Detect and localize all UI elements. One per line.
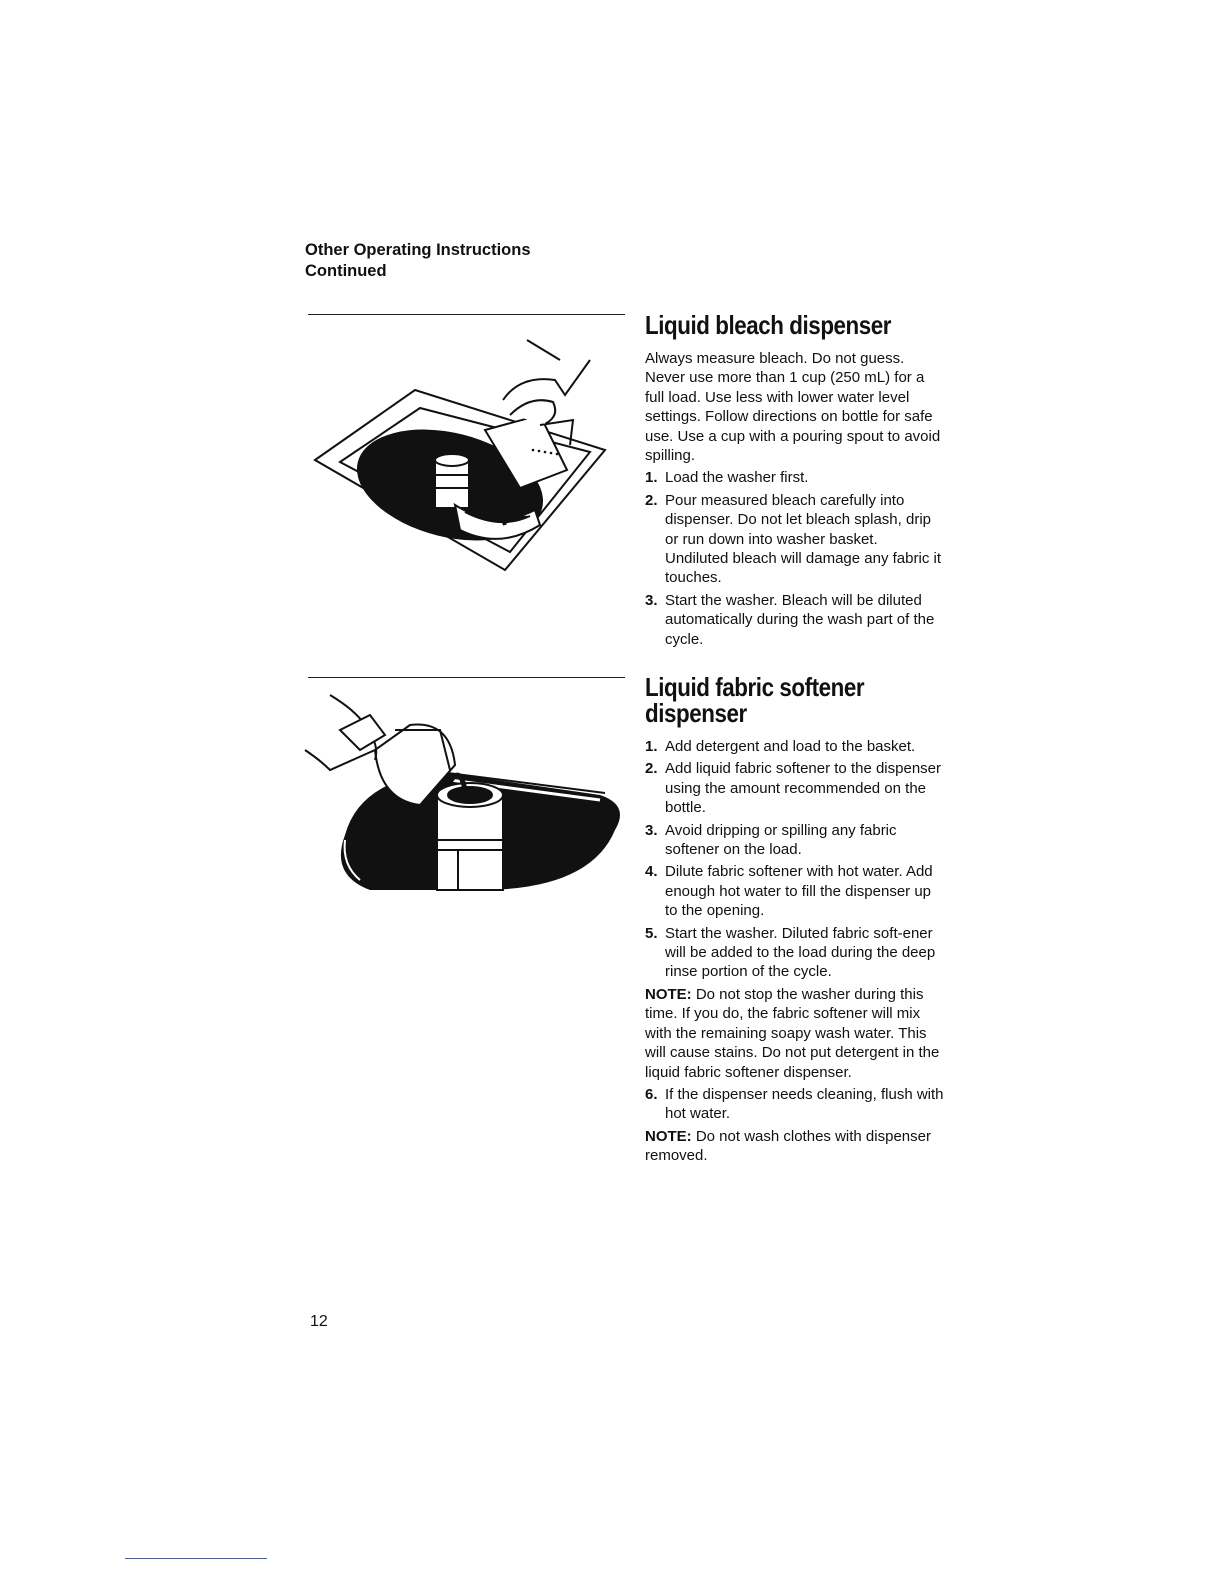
step-text: Add detergent and load to the basket.	[665, 738, 916, 755]
softener-steps	[645, 737, 945, 982]
step-text: Dilute fabric softener with hot water. Add enough hot water to fill the dispenser up to the opening.	[665, 863, 933, 920]
step-text: Load the washer first.	[665, 469, 809, 487]
step-number: 6.	[645, 1085, 658, 1103]
softener-title-line2: dispenser	[645, 698, 747, 728]
step-text: Pour measured bleach carefully into dispenser. Do not let bleach splash, drip or run down into washer basket. Undiluted bleach will damage any fabric it touches.	[665, 491, 941, 587]
step-number: 1.	[645, 738, 658, 755]
softener-title-line1: Liquid fabric softener	[645, 672, 865, 702]
bleach-steps	[645, 468, 945, 649]
softener-section-title	[645, 674, 937, 726]
step-number: 2.	[645, 760, 658, 778]
bleach-section	[645, 312, 945, 652]
section-divider	[308, 314, 625, 315]
step-number: 3.	[645, 591, 658, 609]
softener-section	[645, 674, 945, 1169]
list-item	[645, 862, 945, 920]
header-title: Other Operating Instructions	[305, 241, 531, 259]
step-text: Avoid dripping or spilling any fabric softener on the load.	[665, 821, 897, 859]
note-text: Do not stop the washer during this time. If you do, the fabric softener will mix with the remaining soapy wash water. This will cause stains. Do not put detergent in the liquid fabric softener dispenser.	[645, 985, 940, 1081]
page-header	[305, 240, 531, 282]
step-text: Start the washer. Bleach will be diluted automatically during the wash part of the cycle.	[665, 591, 935, 648]
step-number: 1.	[645, 469, 658, 487]
note-label: NOTE:	[645, 985, 692, 1003]
list-item	[645, 468, 945, 487]
footer-rule	[125, 1558, 267, 1559]
step-number: 3.	[645, 821, 658, 839]
list-item	[645, 759, 945, 817]
softener-steps-continued	[645, 1085, 945, 1124]
step-number: 5.	[645, 924, 658, 942]
note-label: NOTE:	[645, 1127, 692, 1145]
note-stop-washer	[645, 985, 945, 1082]
list-item	[645, 491, 945, 588]
header-subtitle: Continued	[305, 262, 387, 280]
bleach-intro: Always measure bleach. Do not guess. Never use more than 1 cup (250 mL) for a full load. Use less with lower water level settings. Follow directions on bottle for safe use. Use a cup with a pouring spout to avoid spilling.	[645, 350, 941, 465]
step-text: If the dispenser needs cleaning, flush with hot water.	[665, 1085, 944, 1123]
bleach-pouring-illustration	[305, 320, 625, 580]
note-text: Do not wash clothes with dispenser removed.	[645, 1127, 931, 1165]
step-number: 4.	[645, 863, 658, 881]
list-item	[645, 1085, 945, 1124]
list-item	[645, 591, 945, 649]
step-number: 2.	[645, 491, 658, 509]
bleach-section-title: Liquid bleach dispenser	[645, 310, 892, 340]
list-item	[645, 737, 945, 756]
page-number: 12	[310, 1313, 328, 1330]
section-divider	[308, 677, 625, 678]
list-item	[645, 821, 945, 860]
note-dispenser-removed	[645, 1127, 945, 1166]
list-item	[645, 924, 945, 982]
step-text: Start the washer. Diluted fabric soft-ener will be added to the load during the deep rinse portion of the cycle.	[665, 924, 936, 981]
softener-pouring-illustration	[300, 690, 630, 895]
step-text: Add liquid fabric softener to the dispenser using the amount recommended on the bottle.	[665, 760, 941, 817]
